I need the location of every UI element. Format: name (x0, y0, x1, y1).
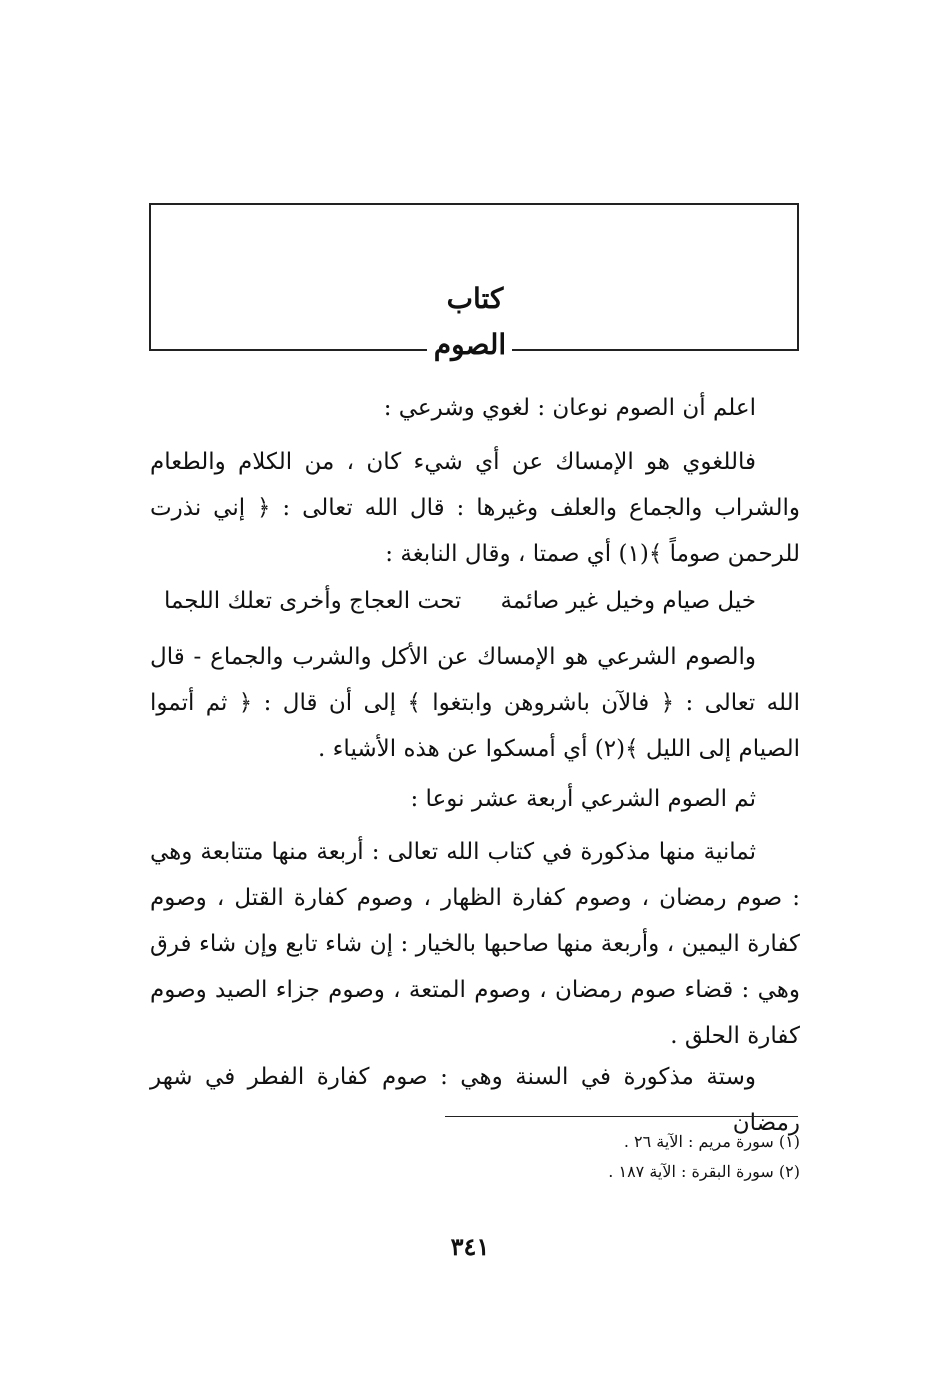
paragraph-sunnah-types-text: وستة مذكورة في السنة وهي : صوم كفارة الفطر في شهر رمضان (150, 1064, 800, 1136)
paragraph-legal (150, 634, 800, 772)
footnote-2: (٢) سورة البقرة : الآية ١٨٧ . (608, 1162, 800, 1181)
footnote-separator (445, 1116, 798, 1117)
title-rule-right (512, 349, 799, 351)
paragraph-quran-types-text: ثمانية منها مذكورة في كتاب الله تعالى : أربعة منها متتابعة وهي : صوم رمضان ، وصوم كفارة الظهار ، وصوم كفارة القتل ، وصوم كفارة اليمين ، وأربعة منها صاحبها بالخيار : إن شاء تابع وإن شاء فرق وهي : قضاء صوم رمضان ، وصوم المتعة ، وصوم جزاء الصيد وصوم كفارة الحلق . (150, 839, 800, 1049)
page-number: ٣٤١ (450, 1232, 490, 1261)
paragraph-linguistic (150, 439, 800, 577)
verse-second-hemistich: تحت العجاج وأخرى تعلك اللجما (164, 588, 462, 614)
paragraph-quran-types (150, 829, 800, 1059)
paragraph-linguistic-text: فاللغوي هو الإمساك عن أي شيء كان ، من الكلام والطعام والشراب والجماع والعلف وغيرها : قال الله تعالى : ﴿ إني نذرت للرحمن صوماً ﴾(١) أي صمتا ، وقال النابغة : (150, 449, 800, 567)
chapter-title: الصوم (433, 328, 507, 361)
paragraph-intro: اعلم أن الصوم نوعان : لغوي وشرعي : (383, 395, 756, 421)
verse-first-hemistich: خيل صيام وخيل غير صائمة (500, 588, 756, 614)
paragraph-legal-text: والصوم الشرعي هو الإمساك عن الأكل والشرب والجماع - قال الله تعالى : ﴿ فالآن باشروهن وابتغوا ﴾ إلى أن قال : ﴿ ثم أتموا الصيام إلى الليل ﴾(٢) أي أمسكوا عن هذه الأشياء . (150, 644, 800, 762)
paragraph-types: ثم الصوم الشرعي أربعة عشر نوعا : (410, 786, 756, 812)
footnote-1: (١) سورة مريم : الآية ٢٦ . (623, 1132, 800, 1151)
chapter-label: كتاب (446, 282, 504, 315)
title-rule-left (149, 349, 427, 351)
